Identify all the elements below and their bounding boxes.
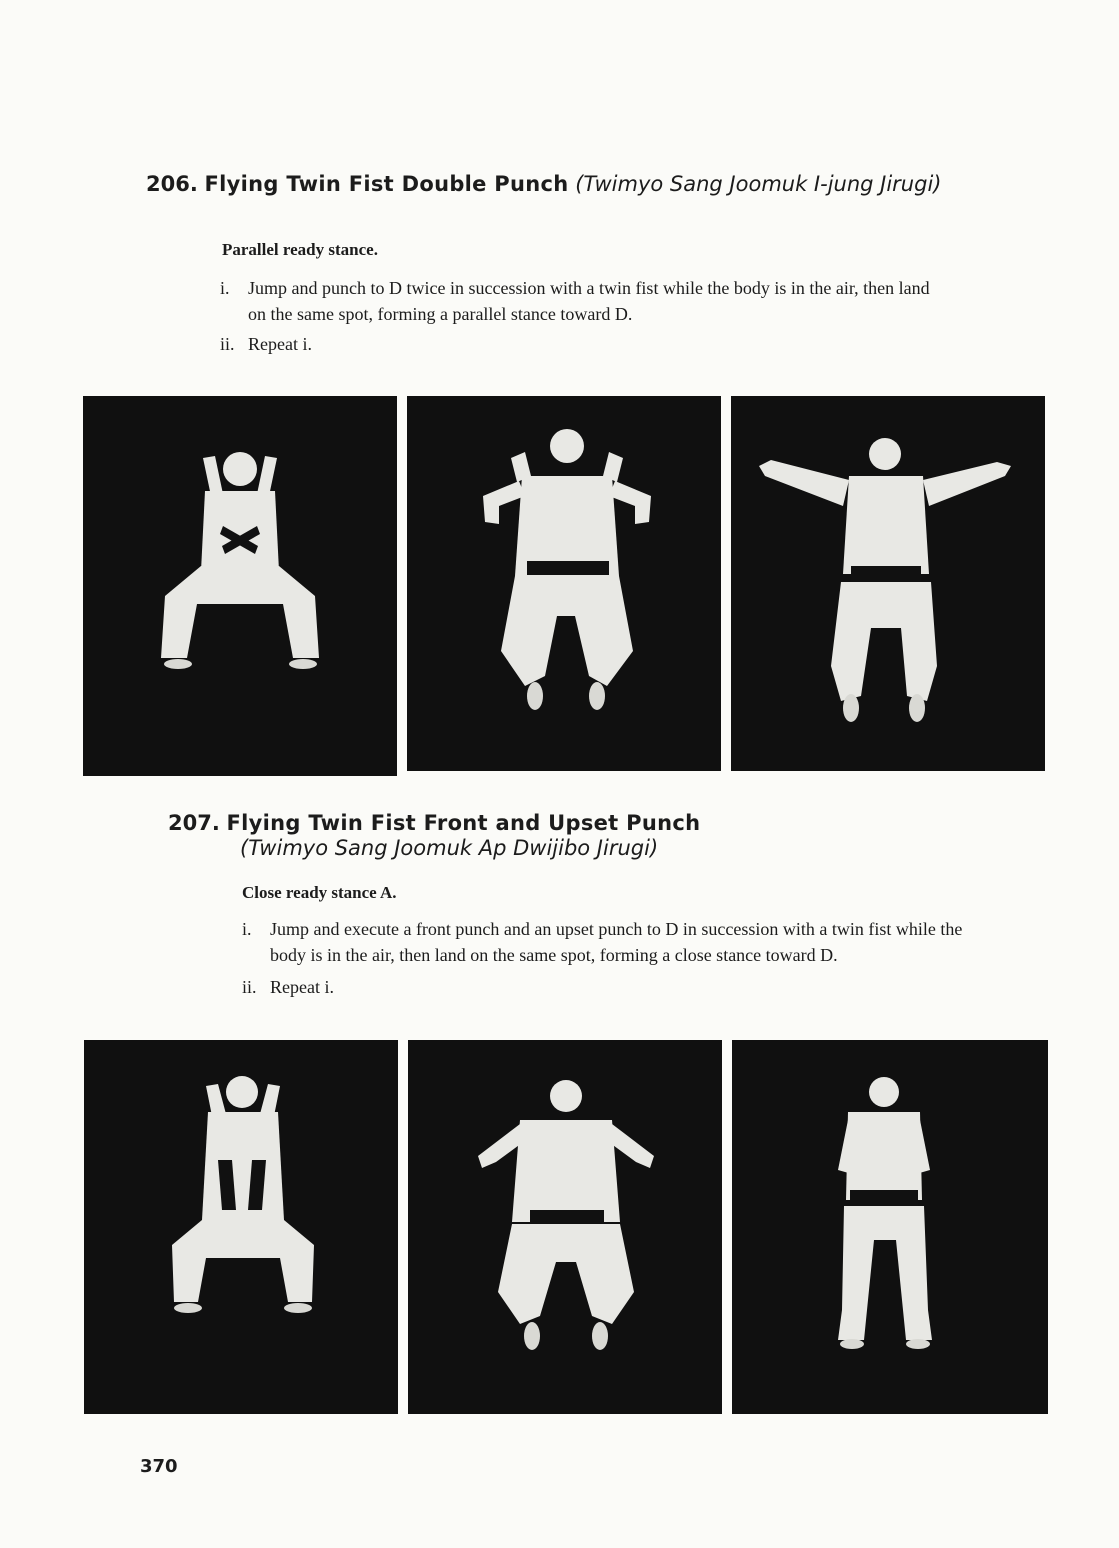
section-heading (146, 172, 956, 197)
section-title: Flying Twin Fist Front and Upset Punch (226, 811, 701, 835)
section-title: Flying Twin Fist Double Punch (204, 172, 569, 196)
steps-list (242, 916, 970, 1000)
photo-row-207 (84, 1040, 1048, 1414)
section-romanized-title: (Twimyo Sang Joomuk I-jung Jirugi) (575, 172, 942, 196)
step-item (242, 916, 970, 968)
step-marker: i. (242, 919, 252, 939)
photo-mid-air-punch (407, 396, 721, 771)
step-item (220, 331, 950, 357)
page-number: 370 (140, 1456, 178, 1477)
step-item (242, 974, 970, 1000)
step-marker: ii. (242, 977, 257, 997)
step-text: Jump and punch to D twice in succession with a twin fist while the body is in the air, then land on the same spot, forming a parallel stance toward D. (248, 278, 930, 324)
section-206 (146, 172, 956, 197)
step-text: Repeat i. (270, 977, 334, 997)
stance-label: Parallel ready stance. (222, 240, 378, 259)
step-text: Repeat i. (248, 334, 312, 354)
section-heading (168, 811, 968, 861)
step-item (220, 275, 950, 327)
photo-row-206 (83, 396, 1045, 776)
photo-upset-punch-air (408, 1040, 722, 1414)
section-number: 207. (168, 811, 220, 835)
section-207 (168, 811, 968, 861)
photo-close-stance-landing (732, 1040, 1048, 1414)
stance-label: Close ready stance A. (242, 883, 397, 902)
photo-front-punch-squat (84, 1040, 398, 1414)
photo-jump-squat (83, 396, 397, 776)
step-marker: i. (220, 278, 230, 298)
section-number: 206. (146, 172, 198, 196)
photo-arms-spread (731, 396, 1045, 771)
steps-list (220, 275, 950, 357)
section-romanized-title: (Twimyo Sang Joomuk Ap Dwijibo Jirugi) (240, 836, 659, 860)
step-text: Jump and execute a front punch and an upset punch to D in succession with a twin fist while the body is in the air, then land on the same spot, forming a close stance toward D. (270, 919, 963, 965)
step-marker: ii. (220, 334, 235, 354)
